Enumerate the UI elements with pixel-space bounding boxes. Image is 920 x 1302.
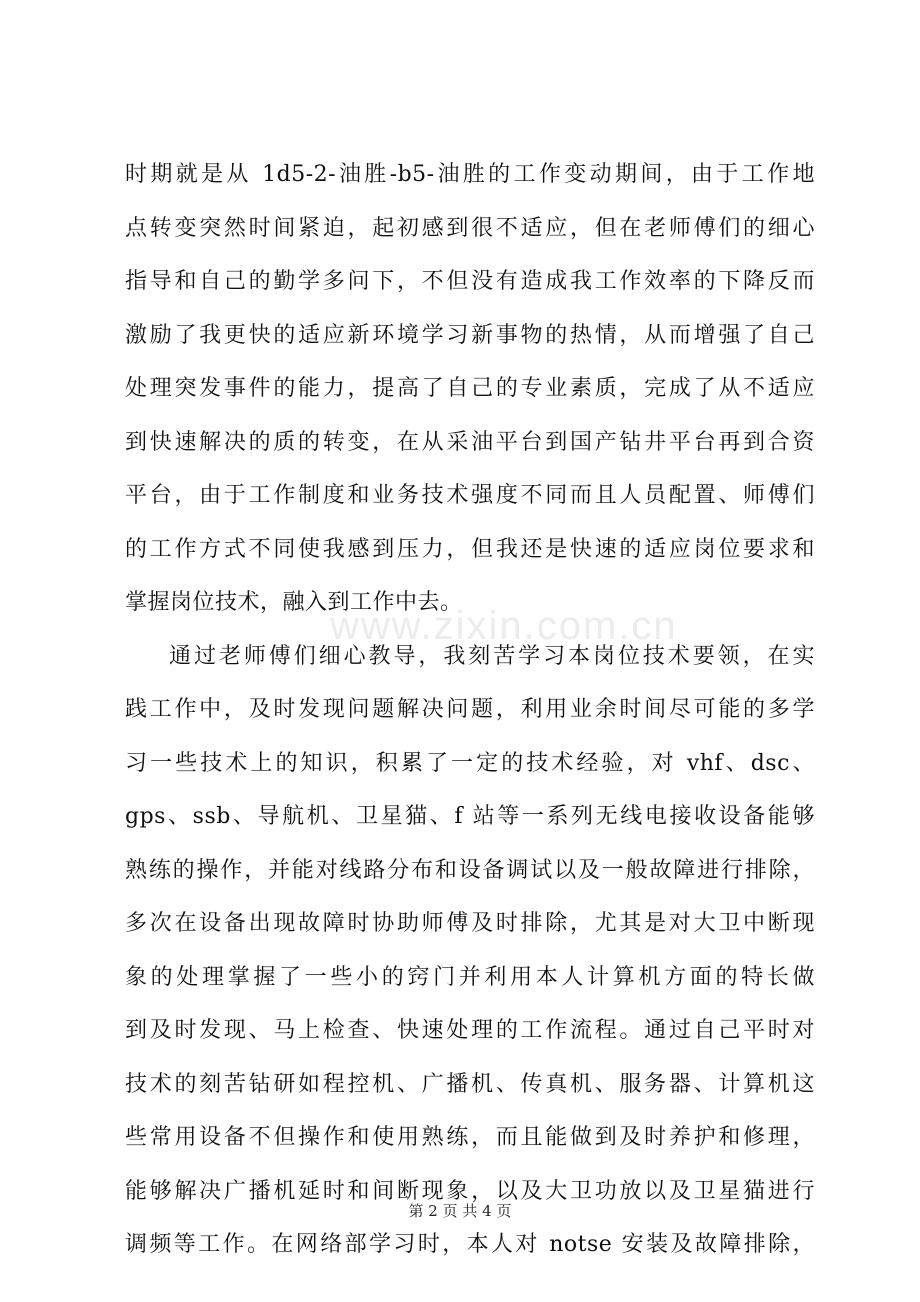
text-line: 通过老师傅们细心教导，我刻苦学习本岗位技术要领，在实 — [169, 643, 815, 669]
text-line: 点转变突然时间紧迫，起初感到很不适应，但在老师傅们的细心 — [125, 215, 815, 241]
paragraph-1 — [125, 148, 815, 630]
watermark-text: www.zixin.com.cn — [330, 604, 678, 648]
text-line: 到及时发现、马上检查、快速处理的工作流程。通过自己平时对 — [125, 1018, 815, 1043]
text-line: 到快速解决的质的转变，在从采油平台到国产钻井平台再到合资 — [125, 429, 815, 455]
text-line: 象的处理掌握了一些小的窍门并利用本人计算机方面的特长做 — [125, 964, 815, 990]
text-line: 调频等工作。在网络部学习时，本人对 notse 安装及故障排除， — [125, 1232, 815, 1257]
document-body — [125, 148, 815, 1272]
text-line: 激励了我更快的适应新环境学习新事物的热情，从而增强了自己 — [125, 322, 815, 348]
text-line: 的工作方式不同使我感到压力，但我还是快速的适应岗位要求和 — [125, 536, 815, 562]
page-footer — [0, 1200, 920, 1221]
page-number-label: 第 2 页 共 4 页 — [408, 1202, 512, 1220]
text-line: 践工作中，及时发现问题解决问题，利用业余时间尽可能的多学 — [125, 697, 815, 722]
text-line: 技术的刻苦钻研如程控机、广播机、传真机、服务器、计算机这 — [125, 1071, 815, 1097]
text-line: 些常用设备不但操作和使用熟练，而且能做到及时养护和修理， — [125, 1125, 815, 1150]
text-line: 指导和自己的勤学多问下，不但没有造成我工作效率的下降反而 — [125, 269, 815, 294]
text-line: 时期就是从 1d5-2-油胜-b5-油胜的工作变动期间，由于工作地 — [125, 162, 815, 187]
text-line: 处理突发事件的能力，提高了自己的专业素质，完成了从不适应 — [125, 376, 815, 401]
text-line: 掌握岗位技术，融入到工作中去。 — [125, 590, 463, 615]
paragraph-2 — [125, 630, 815, 1272]
text-line: 能够解决广播机延时和间断现象，以及大卫功放以及卫星猫进行 — [125, 1178, 815, 1204]
text-line: 熟练的操作，并能对线路分布和设备调试以及一般故障进行排除， — [125, 857, 815, 883]
text-line: 多次在设备出现故障时协助师傅及时排除，尤其是对大卫中断现 — [125, 911, 815, 936]
text-line: 习一些技术上的知识，积累了一定的技术经验，对 vhf、dsc、 — [125, 750, 815, 776]
text-line: 平台，由于工作制度和业务技术强度不同而且人员配置、师傅们 — [125, 483, 815, 508]
text-line: gps、ssb、导航机、卫星猫、f 站等一系列无线电接收设备能够 — [125, 804, 815, 829]
